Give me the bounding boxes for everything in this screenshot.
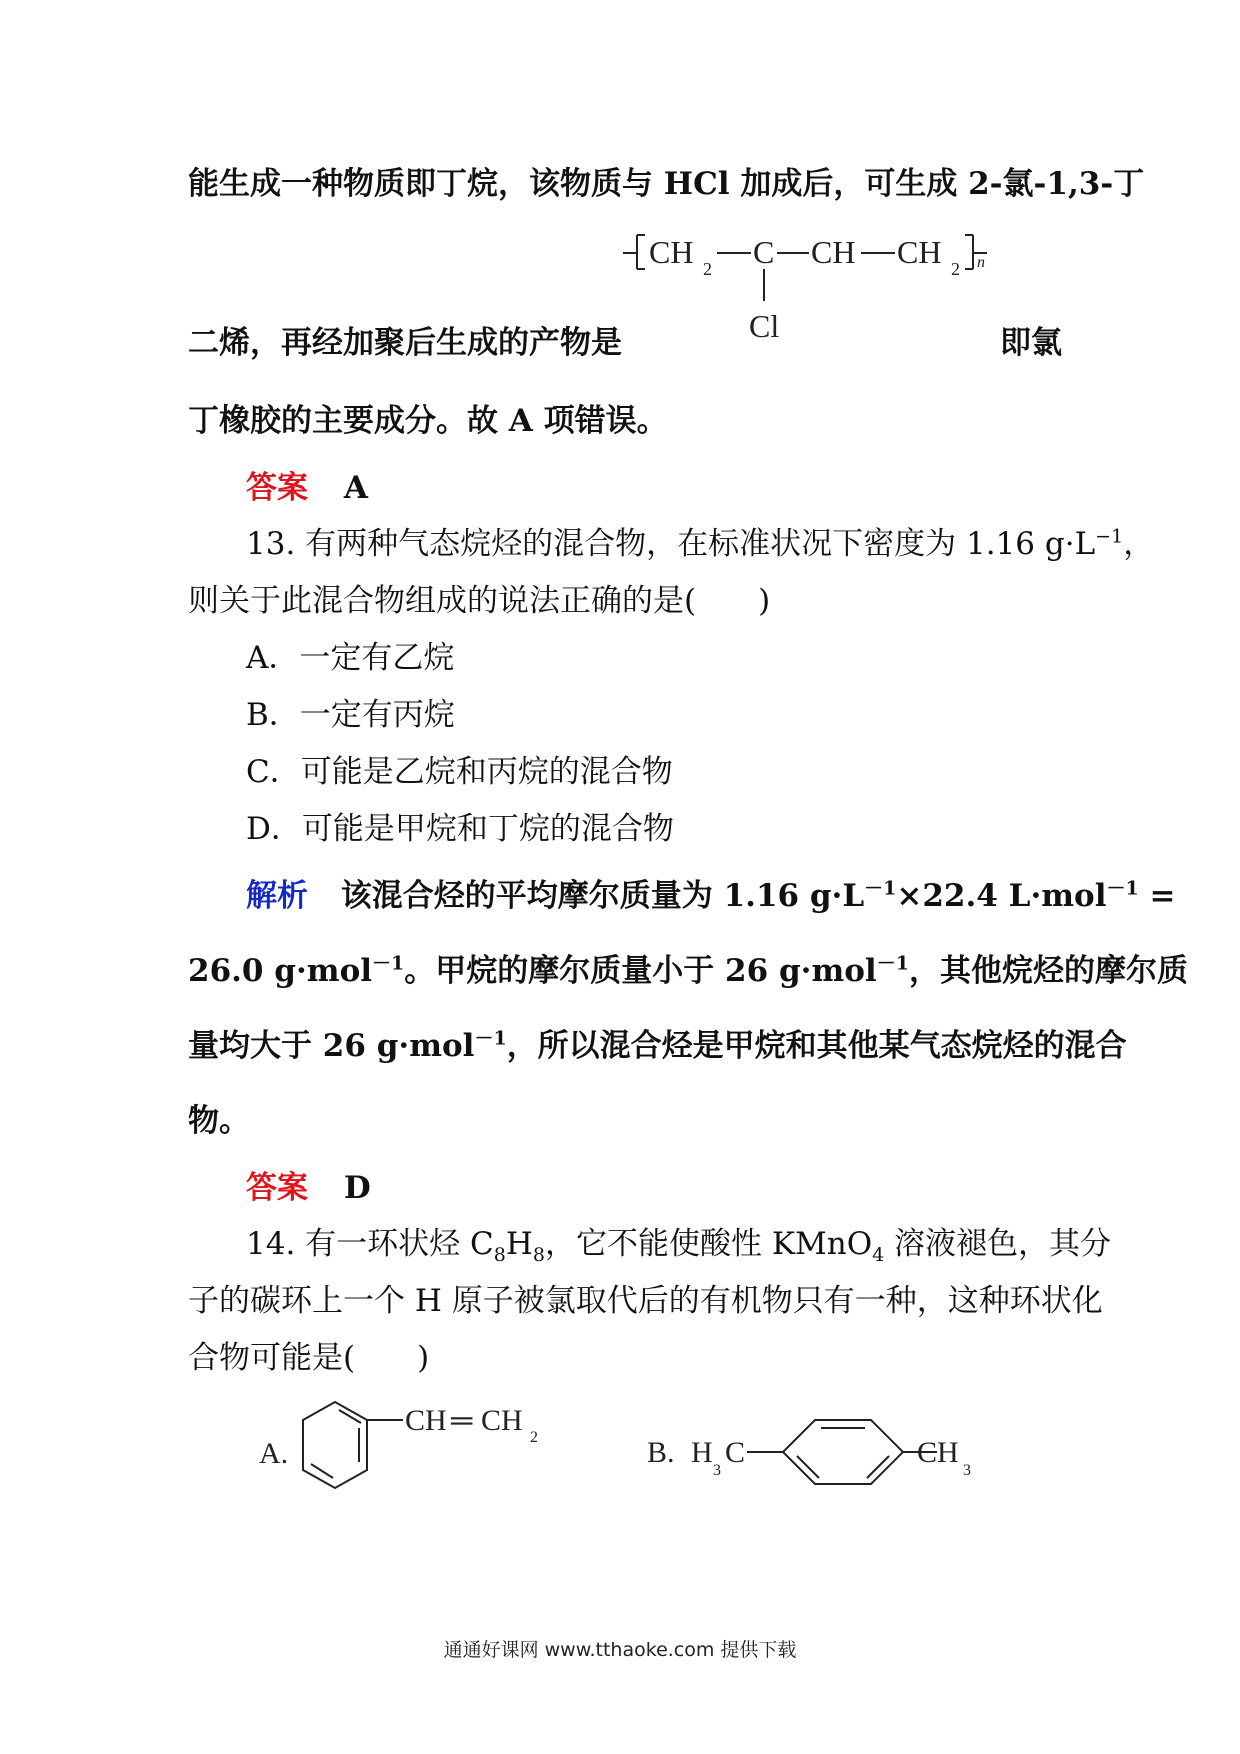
text-line: 即氯 bbox=[1000, 325, 1062, 361]
answer-row bbox=[246, 1162, 371, 1207]
question-14-line: 合物可能是( ) bbox=[188, 1340, 430, 1376]
svg-text:2: 2 bbox=[530, 1429, 538, 1446]
answer-value: A bbox=[343, 470, 368, 506]
analysis-line: 26.0 g·mol$^{-1}$。甲烷的摩尔质量小于 26 g·mol$^{-1}$，其他烷烃的摩尔质 bbox=[188, 952, 1188, 989]
svg-text:A.: A. bbox=[259, 1437, 289, 1470]
option-d: D．可能是甲烷和丁烷的混合物 bbox=[246, 811, 674, 847]
option-b: B．一定有丙烷 bbox=[246, 697, 455, 733]
option-a: A．一定有乙烷 bbox=[246, 640, 455, 676]
carbon: C bbox=[753, 234, 775, 270]
question-14-line: 子的碳环上一个 H 原子被氯取代后的有机物只有一种，这种环状化 bbox=[188, 1283, 1103, 1319]
footer: 通通好课网 www.tthaoke.com 提供下载 bbox=[443, 1639, 797, 1661]
svg-text:2: 2 bbox=[703, 259, 712, 279]
svg-text:H: H bbox=[691, 1436, 713, 1469]
question-13-line: 则关于此混合物组成的说法正确的是( ) bbox=[188, 583, 771, 619]
structure-b-xylene bbox=[645, 1400, 985, 1500]
ch2-b: CH bbox=[897, 234, 942, 270]
text-line: 能生成一种物质即丁烷，该物质与 HCl 加成后，可生成 2-氯-1,3-丁 bbox=[188, 166, 1145, 202]
svg-text:n: n bbox=[977, 254, 985, 271]
text-line: 丁橡胶的主要成分。故 A 项错误。 bbox=[188, 403, 668, 439]
answer-label: 答案 bbox=[246, 1170, 308, 1206]
analysis-label: 解析 bbox=[246, 878, 308, 914]
option-c: C．可能是乙烷和丙烷的混合物 bbox=[246, 754, 673, 790]
ch2-a: CH bbox=[649, 234, 694, 270]
svg-text:2: 2 bbox=[951, 259, 960, 279]
answer-value: D bbox=[343, 1170, 371, 1206]
chlorine: Cl bbox=[749, 308, 780, 344]
svg-text:CH: CH bbox=[405, 1404, 447, 1437]
svg-text:C: C bbox=[725, 1436, 746, 1469]
ch: CH bbox=[811, 234, 856, 270]
answer-label: 答案 bbox=[246, 470, 308, 506]
answer-row bbox=[246, 462, 368, 507]
svg-text:3: 3 bbox=[713, 1462, 721, 1479]
svg-text:3: 3 bbox=[963, 1462, 971, 1479]
question-14-line: 14. 有一环状烃 $C_8H_8$，它不能使酸性 KMnO$_4$ 溶液褪色，其分 bbox=[246, 1226, 1112, 1267]
svg-text:CH: CH bbox=[481, 1404, 523, 1437]
question-13-line: 13. 有两种气态烷烃的混合物，在标准状况下密度为 1.16 $g\cdot L^{-1}$， bbox=[246, 525, 1155, 562]
text-line: 二烯，再经加聚后生成的产物是 bbox=[188, 325, 622, 361]
svg-text:═: ═ bbox=[451, 1404, 473, 1437]
analysis-line: 量均大于 26 g·mol$^{-1}$，所以混合烃是甲烷和其他某气态烷烃的混合 bbox=[188, 1027, 1127, 1064]
polymer-structure bbox=[615, 225, 1005, 345]
structure-a-styrene bbox=[255, 1390, 565, 1510]
svg-text:B.: B. bbox=[647, 1436, 675, 1469]
analysis-line: 解析 该混合烃的平均摩尔质量为 1.16 $g\cdot L^{-1}\times 22.4$ L·mol$^{-1}$ = bbox=[246, 877, 1176, 914]
svg-text:CH: CH bbox=[917, 1436, 959, 1469]
analysis-line: 物。 bbox=[188, 1103, 250, 1139]
